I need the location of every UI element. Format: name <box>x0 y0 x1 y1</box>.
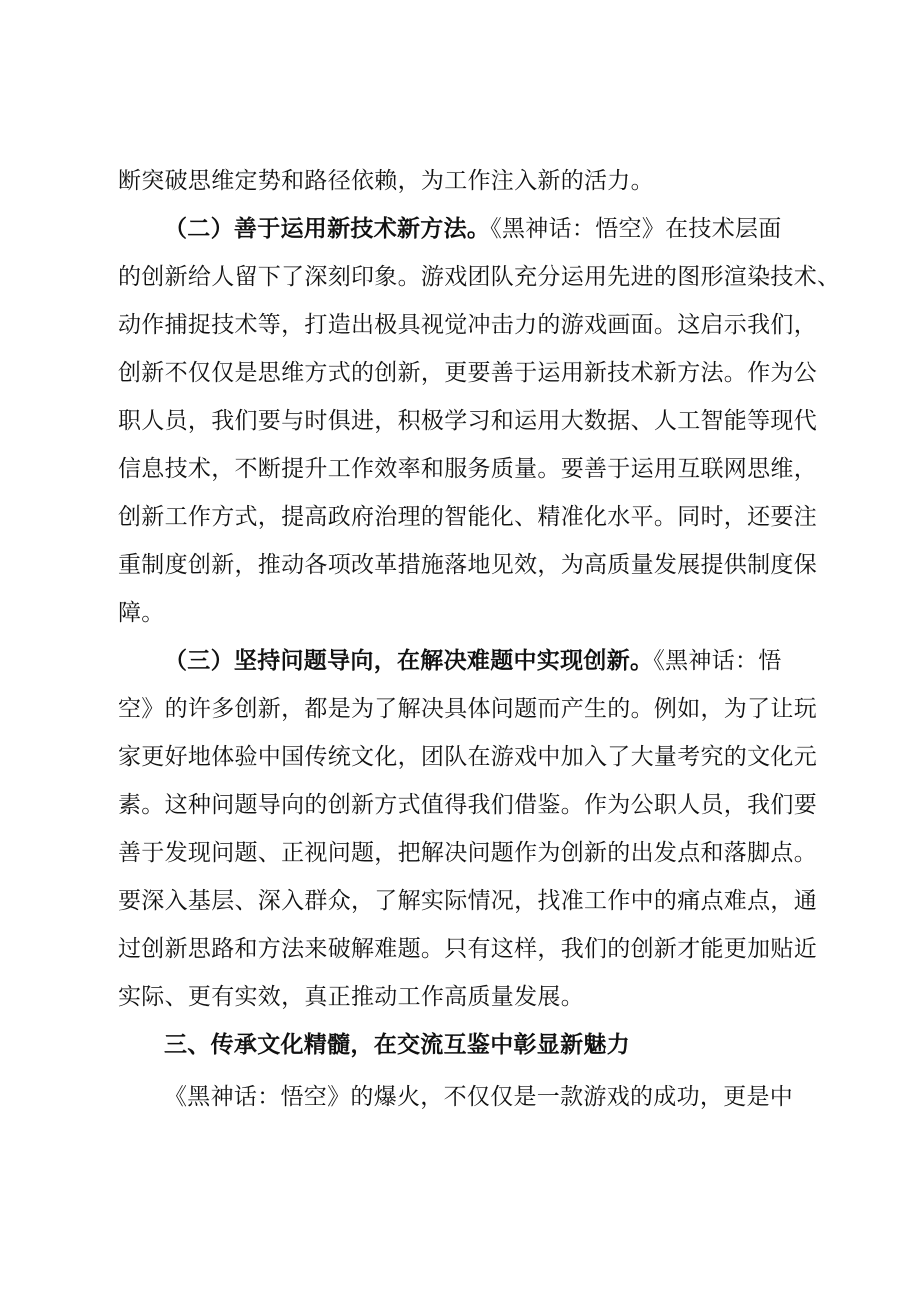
paragraph-line <box>118 262 840 292</box>
paragraph-line <box>118 406 817 436</box>
line-text: 空》的许多创新，都是为了解决具体问题而产生的。例如，为了让玩 <box>118 696 817 722</box>
section-heading-line <box>164 214 782 244</box>
line-text: 创新工作方式，提高政府治理的智能化、精准化水平。同时，还要注 <box>118 504 817 530</box>
paragraph-line <box>118 694 817 724</box>
chapter-heading-line <box>164 1030 630 1060</box>
line-text: 信息技术，不断提升工作效率和服务质量。要善于运用互联网思维， <box>118 456 817 482</box>
paragraph-line <box>118 934 817 964</box>
paragraph-line <box>118 166 654 196</box>
line-text: 实际、更有实效，真正推动工作高质量发展。 <box>118 984 584 1010</box>
paragraph-line <box>118 982 584 1012</box>
paragraph-line <box>118 502 817 532</box>
paragraph-line <box>118 550 817 580</box>
line-text: 《黑神话：悟空》在技术层面 <box>490 216 782 242</box>
section-heading-line <box>164 646 782 676</box>
line-text: 职人员，我们要与时俱进，积极学习和运用大数据、人工智能等现代 <box>118 408 817 434</box>
paragraph-line <box>164 1082 793 1112</box>
line-text: 障。 <box>118 600 165 626</box>
section-heading: （三）坚持问题导向，在解决难题中实现创新。 <box>164 647 654 674</box>
paragraph-line <box>118 310 817 340</box>
line-text: 《黑神话：悟空》的爆火，不仅仅是一款游戏的成功，更是中 <box>164 1084 794 1110</box>
paragraph-line <box>118 358 817 388</box>
line-text: 家更好地体验中国传统文化，团队在游戏中加入了大量考究的文化元 <box>118 744 817 770</box>
line-text: 动作捕捉技术等，打造出极具视觉冲击力的游戏画面。这启示我们， <box>118 312 817 338</box>
paragraph-line <box>118 742 817 772</box>
section-heading: （二）善于运用新技术新方法。 <box>164 215 491 242</box>
line-text: 《黑神话：悟 <box>653 648 782 674</box>
line-text: 的创新给人留下了深刻印象。游戏团队充分运用先进的图形渲染技术、 <box>118 264 841 290</box>
line-text: 重制度创新，推动各项改革措施落地见效，为高质量发展提供制度保 <box>118 552 817 578</box>
chapter-heading: 三、传承文化精髓，在交流互鉴中彰显新魅力 <box>164 1031 630 1058</box>
line-text: 过创新思路和方法来破解难题。只有这样，我们的创新才能更加贴近 <box>118 936 817 962</box>
line-text: 断突破思维定势和路径依赖，为工作注入新的活力。 <box>118 168 654 194</box>
paragraph-line <box>118 790 817 820</box>
paragraph-line <box>118 598 165 628</box>
line-text: 善于发现问题、正视问题，把解决问题作为创新的出发点和落脚点。 <box>118 840 817 866</box>
paragraph-line <box>118 886 817 916</box>
paragraph-line <box>118 454 817 484</box>
line-text: 素。这种问题导向的创新方式值得我们借鉴。作为公职人员，我们要 <box>118 792 817 818</box>
line-text: 要深入基层、深入群众，了解实际情况，找准工作中的痛点难点，通 <box>118 888 817 914</box>
paragraph-line <box>118 838 817 868</box>
line-text: 创新不仅仅是思维方式的创新，更要善于运用新技术新方法。作为公 <box>118 360 817 386</box>
